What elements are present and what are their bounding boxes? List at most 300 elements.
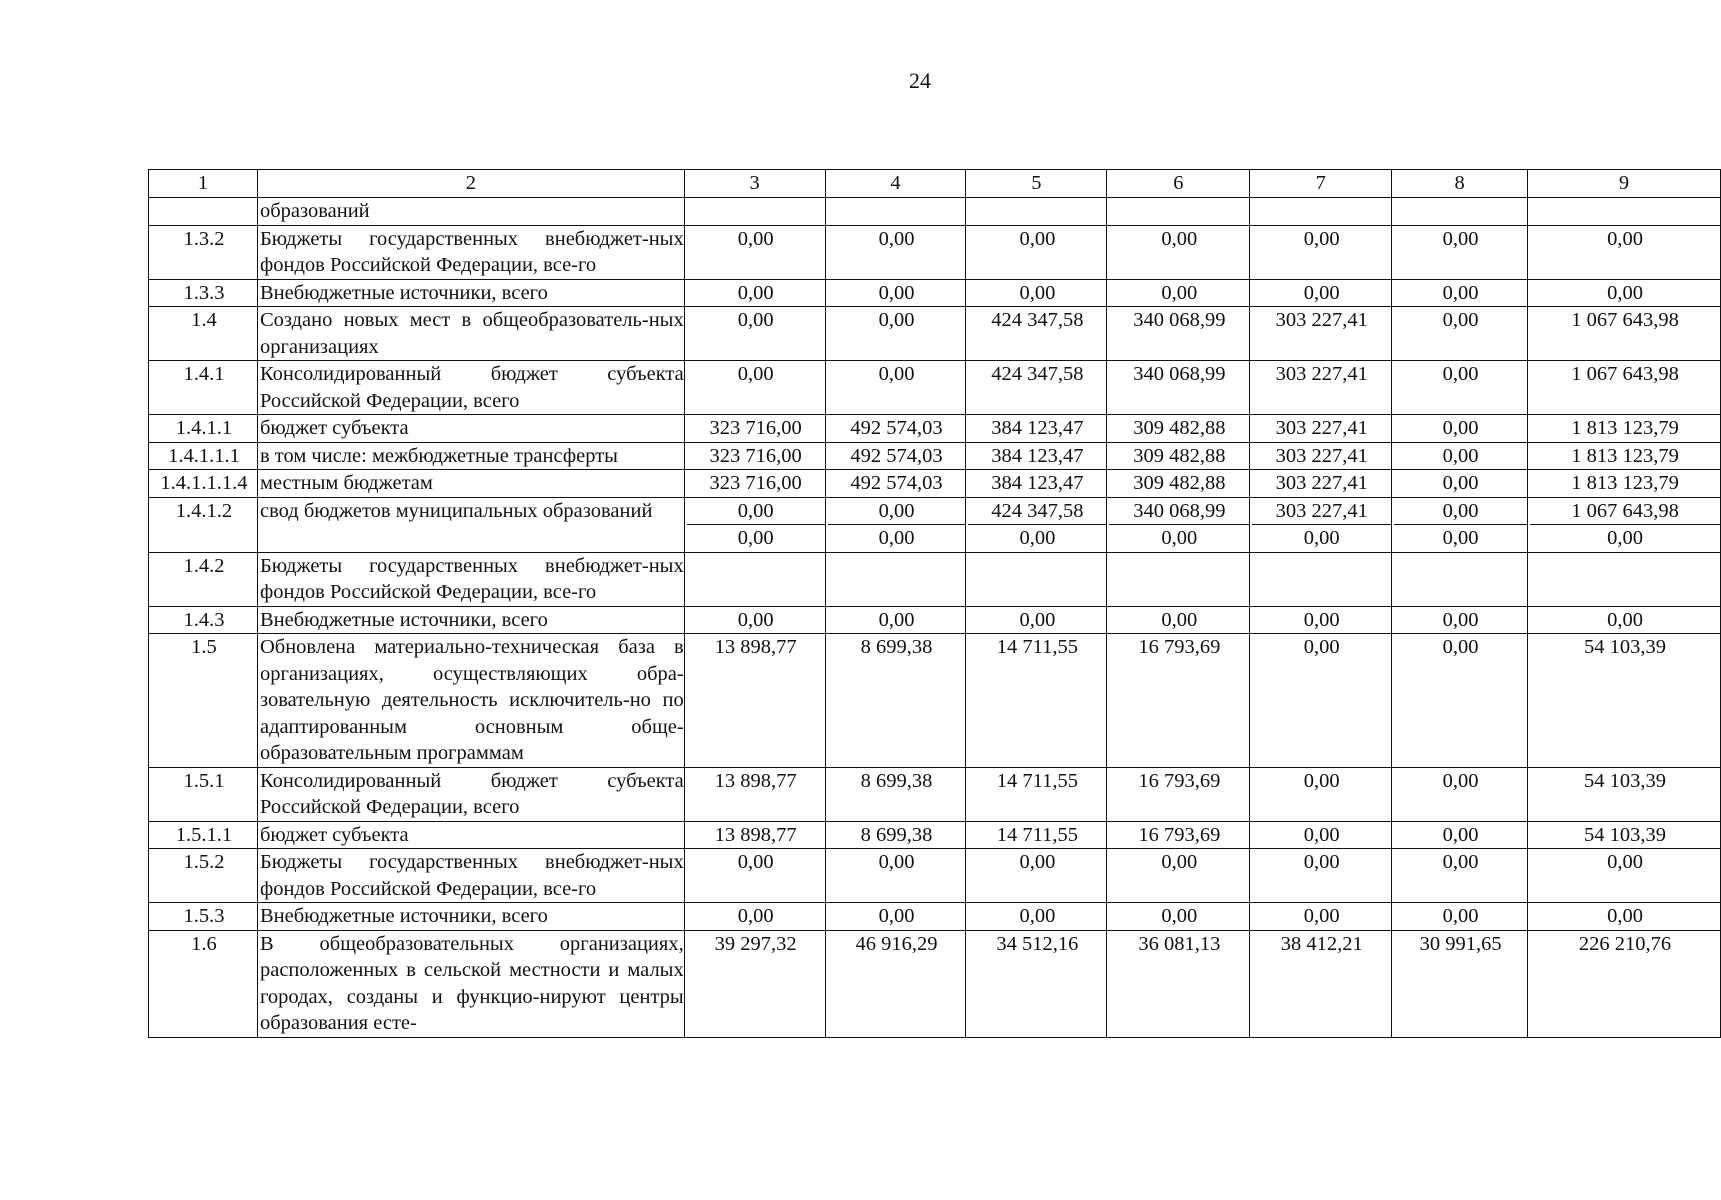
cell-value: 424 347,58 xyxy=(991,499,1084,522)
cell-value: 303 227,41 xyxy=(1275,499,1368,522)
value-cell xyxy=(1250,198,1392,226)
cell-value: 16 793,69 xyxy=(1138,636,1221,658)
value-cell xyxy=(966,361,1107,415)
value-cell xyxy=(1392,552,1528,606)
value-cell xyxy=(1392,606,1528,634)
value-cell xyxy=(1392,903,1528,931)
row-code: 1.5.1.1 xyxy=(149,821,258,849)
value-cell xyxy=(1107,225,1250,279)
row-code: 1.4.2 xyxy=(149,552,258,606)
value-cell xyxy=(825,821,966,849)
value-cell xyxy=(1528,552,1721,606)
value-cell xyxy=(684,821,825,849)
cell-value: 8 699,38 xyxy=(860,636,933,658)
cell-value: 0,00 xyxy=(878,499,915,522)
table-row xyxy=(149,198,1721,226)
cell-value: 0,00 xyxy=(737,608,774,631)
row-description: Бюджеты государственных внебюджет-ных фондов Российской Федерации, все-го xyxy=(257,849,684,903)
cell-value: 303 227,41 xyxy=(1275,309,1368,331)
value-cell xyxy=(825,497,966,552)
cell-value-secondary: 0,00 xyxy=(1109,524,1249,552)
value-cell xyxy=(1528,198,1721,226)
cell-value: 0,00 xyxy=(1607,227,1643,250)
value-cell xyxy=(1107,497,1250,552)
value-cell xyxy=(966,606,1107,634)
cell-value: 0,00 xyxy=(1607,281,1643,304)
cell-value: 0,00 xyxy=(1607,905,1643,927)
cell-value: 0,00 xyxy=(1303,227,1340,250)
value-cell xyxy=(966,552,1107,606)
column-header: 8 xyxy=(1392,170,1528,198)
value-cell xyxy=(1250,497,1392,552)
cell-value: 0,00 xyxy=(878,608,915,631)
value-cell xyxy=(1107,849,1250,903)
value-cell xyxy=(966,198,1107,226)
row-description: местным бюджетам xyxy=(257,470,684,498)
cell-value-secondary: 0,00 xyxy=(1252,524,1391,552)
cell-value: 0,00 xyxy=(1442,417,1479,439)
cell-value xyxy=(1530,198,1720,225)
value-cell xyxy=(1107,442,1250,470)
row-description: Консолидированный бюджет субъекта Российской Федерации, всего xyxy=(257,767,684,821)
cell-value: 0,00 xyxy=(1161,608,1198,631)
value-cell xyxy=(1528,225,1721,279)
value-cell xyxy=(1107,279,1250,307)
cell-value: 0,00 xyxy=(1442,499,1479,522)
row-code: 1.4 xyxy=(149,307,258,361)
header-row xyxy=(149,170,1721,198)
table-row xyxy=(149,307,1721,361)
cell-value: 0,00 xyxy=(737,499,774,522)
table-row xyxy=(149,497,1721,552)
value-cell xyxy=(1392,225,1528,279)
value-cell xyxy=(1250,442,1392,470)
row-code: 1.4.1 xyxy=(149,361,258,415)
value-cell xyxy=(1250,279,1392,307)
cell-value: 0,00 xyxy=(1442,608,1479,631)
cell-value: 0,00 xyxy=(878,281,915,304)
column-header: 5 xyxy=(966,170,1107,198)
value-cell xyxy=(825,634,966,768)
cell-value: 0,00 xyxy=(1019,851,1056,873)
cell-value: 0,00 xyxy=(1442,905,1479,927)
value-cell xyxy=(1528,903,1721,931)
value-cell xyxy=(966,307,1107,361)
value-cell xyxy=(684,606,825,634)
cell-value: 0,00 xyxy=(1019,227,1056,250)
value-cell xyxy=(684,849,825,903)
value-cell xyxy=(1392,930,1528,1037)
cell-value xyxy=(1252,553,1391,580)
cell-value: 424 347,58 xyxy=(991,309,1084,331)
row-description: образований xyxy=(257,198,684,226)
row-code: 1.6 xyxy=(149,930,258,1037)
cell-value: 14 711,55 xyxy=(996,823,1079,846)
cell-value: 0,00 xyxy=(1161,851,1198,873)
row-description: в том числе: межбюджетные трансферты xyxy=(257,442,684,470)
value-cell xyxy=(1392,821,1528,849)
row-description: Внебюджетные источники, всего xyxy=(257,903,684,931)
value-cell xyxy=(684,442,825,470)
cell-value xyxy=(1109,198,1249,225)
row-description: Обновлена материально-техническая база в организациях, осуществляющих обра-зовательную деятельность исключитель-но по адаптированным основным обще-образовательным программам xyxy=(257,634,684,768)
cell-value: 36 081,13 xyxy=(1138,932,1221,955)
row-description: Бюджеты государственных внебюджет-ных фондов Российской Федерации, все-го xyxy=(257,552,684,606)
page-number: 24 xyxy=(909,68,931,93)
cell-value: 0,00 xyxy=(737,227,774,250)
cell-value: 13 898,77 xyxy=(714,823,797,846)
cell-value: 0,00 xyxy=(878,309,915,331)
value-cell xyxy=(1107,767,1250,821)
cell-value: 0,00 xyxy=(1442,851,1479,873)
value-cell xyxy=(1528,442,1721,470)
cell-value: 1 067 643,98 xyxy=(1571,499,1679,522)
cell-value: 14 711,55 xyxy=(996,636,1079,658)
cell-value: 323 716,00 xyxy=(709,444,802,467)
value-cell xyxy=(1250,225,1392,279)
cell-value: 0,00 xyxy=(878,905,915,927)
value-cell xyxy=(1107,198,1250,226)
row-code: 1.3.2 xyxy=(149,225,258,279)
table-row xyxy=(149,279,1721,307)
row-description: Бюджеты государственных внебюджет-ных фондов Российской Федерации, все-го xyxy=(257,225,684,279)
value-cell xyxy=(1107,930,1250,1037)
value-cell xyxy=(966,279,1107,307)
value-cell xyxy=(825,361,966,415)
cell-value: 0,00 xyxy=(1442,309,1479,331)
value-cell xyxy=(684,415,825,443)
cell-value: 384 123,47 xyxy=(991,417,1084,439)
cell-value: 0,00 xyxy=(1303,823,1340,846)
column-header: 7 xyxy=(1250,170,1392,198)
cell-value: 384 123,47 xyxy=(991,444,1084,467)
value-cell xyxy=(966,634,1107,768)
value-cell xyxy=(1392,634,1528,768)
cell-value: 13 898,77 xyxy=(714,636,797,658)
cell-value: 492 574,03 xyxy=(850,472,943,494)
cell-value: 0,00 xyxy=(737,905,774,927)
row-description: свод бюджетов муниципальных образований xyxy=(257,497,684,552)
value-cell xyxy=(1528,470,1721,498)
table-body xyxy=(149,198,1721,1038)
cell-value: 0,00 xyxy=(737,309,774,331)
value-cell xyxy=(825,903,966,931)
row-code: 1.3.3 xyxy=(149,279,258,307)
row-description: Создано новых мест в общеобразователь-ных организациях xyxy=(257,307,684,361)
value-cell xyxy=(1528,497,1721,552)
table-row xyxy=(149,930,1721,1037)
cell-value xyxy=(1109,553,1249,580)
value-cell xyxy=(684,470,825,498)
cell-value: 309 482,88 xyxy=(1133,444,1226,467)
value-cell xyxy=(966,849,1107,903)
cell-value: 30 991,65 xyxy=(1419,932,1502,955)
cell-value: 0,00 xyxy=(1019,281,1056,304)
row-code: 1.4.1.1.1 xyxy=(149,442,258,470)
row-description: Внебюджетные источники, всего xyxy=(257,279,684,307)
cell-value-secondary: 0,00 xyxy=(828,524,966,552)
cell-value xyxy=(1394,198,1527,225)
value-cell xyxy=(1528,279,1721,307)
cell-value: 303 227,41 xyxy=(1275,444,1368,467)
value-cell xyxy=(966,470,1107,498)
cell-value: 492 574,03 xyxy=(850,444,943,467)
value-cell xyxy=(684,634,825,768)
cell-value: 0,00 xyxy=(1303,851,1340,873)
value-cell xyxy=(1107,415,1250,443)
value-cell xyxy=(825,767,966,821)
cell-value: 0,00 xyxy=(1442,227,1479,250)
cell-value: 54 103,39 xyxy=(1584,823,1667,846)
value-cell xyxy=(1250,307,1392,361)
cell-value xyxy=(828,198,966,225)
value-cell xyxy=(1107,634,1250,768)
value-cell xyxy=(825,225,966,279)
value-cell xyxy=(966,415,1107,443)
cell-value: 424 347,58 xyxy=(991,363,1084,385)
cell-value: 340 068,99 xyxy=(1133,309,1226,331)
value-cell xyxy=(1107,903,1250,931)
cell-value: 0,00 xyxy=(1442,636,1479,658)
cell-value: 0,00 xyxy=(1442,472,1479,494)
cell-value: 309 482,88 xyxy=(1133,472,1226,494)
cell-value: 0,00 xyxy=(737,281,774,304)
cell-value-secondary: 0,00 xyxy=(968,524,1106,552)
value-cell xyxy=(684,552,825,606)
value-cell xyxy=(1107,307,1250,361)
cell-value: 0,00 xyxy=(878,363,915,385)
row-code: 1.4.3 xyxy=(149,606,258,634)
cell-value: 0,00 xyxy=(737,363,774,385)
row-code: 1.4.1.1.1.4 xyxy=(149,470,258,498)
value-cell xyxy=(1528,606,1721,634)
table-row xyxy=(149,767,1721,821)
cell-value xyxy=(968,553,1106,580)
value-cell xyxy=(1392,415,1528,443)
cell-value: 14 711,55 xyxy=(996,769,1079,792)
table-row xyxy=(149,634,1721,768)
row-code: 1.4.1.1 xyxy=(149,415,258,443)
cell-value xyxy=(1530,553,1720,580)
cell-value xyxy=(687,553,825,580)
row-description: Консолидированный бюджет субъекта Российской Федерации, всего xyxy=(257,361,684,415)
table-row xyxy=(149,442,1721,470)
value-cell xyxy=(1107,470,1250,498)
value-cell xyxy=(1250,415,1392,443)
cell-value: 0,00 xyxy=(737,851,774,873)
value-cell xyxy=(1528,307,1721,361)
cell-value: 8 699,38 xyxy=(860,823,933,846)
cell-value: 38 412,21 xyxy=(1280,932,1363,955)
value-cell xyxy=(1107,361,1250,415)
cell-value: 0,00 xyxy=(1161,905,1198,927)
cell-value-secondary: 0,00 xyxy=(1394,524,1527,552)
row-description: В общеобразовательных организациях, расположенных в сельской местности и малых городах, созданы и функцио-нируют центры образования есте- xyxy=(257,930,684,1037)
value-cell xyxy=(1392,849,1528,903)
table-row xyxy=(149,552,1721,606)
cell-value: 34 512,16 xyxy=(996,932,1079,955)
value-cell xyxy=(825,198,966,226)
value-cell xyxy=(966,225,1107,279)
cell-value: 0,00 xyxy=(1442,444,1479,467)
value-cell xyxy=(684,198,825,226)
column-header: 1 xyxy=(149,170,258,198)
column-header: 2 xyxy=(257,170,684,198)
cell-value: 492 574,03 xyxy=(850,417,943,439)
cell-value-secondary: 0,00 xyxy=(1530,524,1720,552)
cell-value xyxy=(828,553,966,580)
table-row xyxy=(149,470,1721,498)
row-code: 1.5.1 xyxy=(149,767,258,821)
cell-value: 1 813 123,79 xyxy=(1571,417,1679,439)
value-cell xyxy=(1528,821,1721,849)
value-cell xyxy=(825,279,966,307)
table-row xyxy=(149,225,1721,279)
cell-value: 0,00 xyxy=(1442,769,1479,792)
cell-value: 0,00 xyxy=(1303,608,1340,631)
cell-value: 0,00 xyxy=(1303,905,1340,927)
value-cell xyxy=(684,361,825,415)
value-cell xyxy=(1107,552,1250,606)
value-cell xyxy=(1528,361,1721,415)
value-cell xyxy=(825,415,966,443)
value-cell xyxy=(684,225,825,279)
column-header: 3 xyxy=(684,170,825,198)
value-cell xyxy=(1250,552,1392,606)
value-cell xyxy=(1107,606,1250,634)
row-code: 1.5.2 xyxy=(149,849,258,903)
cell-value: 1 067 643,98 xyxy=(1571,363,1679,385)
cell-value: 0,00 xyxy=(1442,281,1479,304)
value-cell xyxy=(825,606,966,634)
table-row xyxy=(149,849,1721,903)
value-cell xyxy=(1250,361,1392,415)
budget-table xyxy=(148,169,1721,1038)
value-cell xyxy=(1392,361,1528,415)
value-cell xyxy=(966,930,1107,1037)
value-cell xyxy=(1250,849,1392,903)
cell-value: 226 210,76 xyxy=(1578,932,1672,955)
value-cell xyxy=(1392,198,1528,226)
value-cell xyxy=(1528,634,1721,768)
cell-value: 0,00 xyxy=(1607,851,1643,873)
cell-value: 0,00 xyxy=(1442,823,1479,846)
value-cell xyxy=(966,767,1107,821)
value-cell xyxy=(825,552,966,606)
cell-value-secondary: 0,00 xyxy=(687,524,825,552)
column-header: 4 xyxy=(825,170,966,198)
cell-value: 1 813 123,79 xyxy=(1571,444,1679,467)
value-cell xyxy=(1107,821,1250,849)
value-cell xyxy=(825,930,966,1037)
row-description: Внебюджетные источники, всего xyxy=(257,606,684,634)
cell-value: 0,00 xyxy=(1303,636,1340,658)
cell-value: 303 227,41 xyxy=(1275,417,1368,439)
row-code: 1.5 xyxy=(149,634,258,768)
value-cell xyxy=(825,442,966,470)
cell-value: 13 898,77 xyxy=(714,769,797,792)
cell-value: 0,00 xyxy=(1019,608,1056,631)
table-row xyxy=(149,821,1721,849)
value-cell xyxy=(1250,903,1392,931)
cell-value: 0,00 xyxy=(1607,608,1643,631)
cell-value: 0,00 xyxy=(1161,227,1198,250)
cell-value: 0,00 xyxy=(878,227,915,250)
cell-value: 39 297,32 xyxy=(714,932,797,955)
value-cell xyxy=(684,930,825,1037)
cell-value: 303 227,41 xyxy=(1275,472,1368,494)
cell-value: 384 123,47 xyxy=(991,472,1084,494)
cell-value: 0,00 xyxy=(1161,281,1198,304)
value-cell xyxy=(1392,470,1528,498)
cell-value: 16 793,69 xyxy=(1138,823,1221,846)
value-cell xyxy=(1250,930,1392,1037)
cell-value: 54 103,39 xyxy=(1584,636,1667,658)
row-description: бюджет субъекта xyxy=(257,415,684,443)
cell-value: 323 716,00 xyxy=(709,472,802,494)
value-cell xyxy=(1392,307,1528,361)
cell-value: 16 793,69 xyxy=(1138,769,1221,792)
value-cell xyxy=(1250,821,1392,849)
table-row xyxy=(149,415,1721,443)
value-cell xyxy=(1392,767,1528,821)
value-cell xyxy=(1392,497,1528,552)
cell-value: 0,00 xyxy=(1303,769,1340,792)
table-row xyxy=(149,903,1721,931)
value-cell xyxy=(966,442,1107,470)
value-cell xyxy=(1250,470,1392,498)
cell-value: 340 068,99 xyxy=(1133,363,1226,385)
value-cell xyxy=(966,821,1107,849)
value-cell xyxy=(825,470,966,498)
row-description: бюджет субъекта xyxy=(257,821,684,849)
value-cell xyxy=(684,279,825,307)
cell-value xyxy=(1394,553,1527,580)
row-code: 1.4.1.2 xyxy=(149,497,258,552)
cell-value: 46 916,29 xyxy=(855,932,938,955)
cell-value xyxy=(1252,198,1391,225)
row-code xyxy=(149,198,258,226)
value-cell xyxy=(825,307,966,361)
cell-value xyxy=(968,198,1106,225)
value-cell xyxy=(684,767,825,821)
value-cell xyxy=(1250,606,1392,634)
cell-value: 309 482,88 xyxy=(1133,417,1226,439)
value-cell xyxy=(1250,767,1392,821)
column-header: 9 xyxy=(1528,170,1721,198)
value-cell xyxy=(1528,415,1721,443)
cell-value: 8 699,38 xyxy=(860,769,933,792)
cell-value xyxy=(687,198,825,225)
value-cell xyxy=(966,497,1107,552)
value-cell xyxy=(1392,442,1528,470)
value-cell xyxy=(1250,634,1392,768)
value-cell xyxy=(825,849,966,903)
value-cell xyxy=(1528,930,1721,1037)
cell-value: 323 716,00 xyxy=(709,417,802,439)
value-cell xyxy=(684,903,825,931)
value-cell xyxy=(684,497,825,552)
cell-value: 303 227,41 xyxy=(1275,363,1368,385)
cell-value: 0,00 xyxy=(1303,281,1340,304)
cell-value: 0,00 xyxy=(1019,905,1056,927)
cell-value: 0,00 xyxy=(1442,363,1479,385)
cell-value: 1 067 643,98 xyxy=(1571,309,1679,331)
value-cell xyxy=(1392,279,1528,307)
table-row xyxy=(149,606,1721,634)
cell-value: 54 103,39 xyxy=(1584,769,1667,792)
column-header: 6 xyxy=(1107,170,1250,198)
